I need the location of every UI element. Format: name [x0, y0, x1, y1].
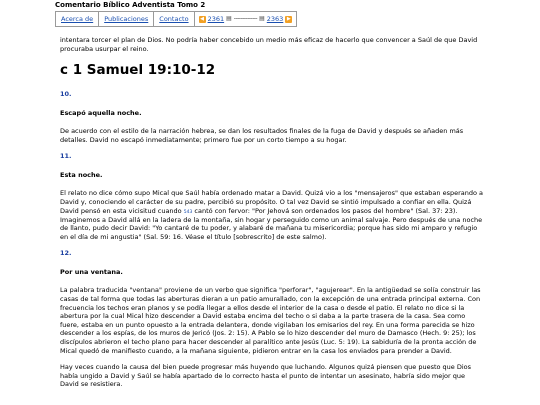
section-title: c 1 Samuel 19:10-12 — [60, 62, 216, 79]
verse-number-10: 10. — [60, 90, 72, 98]
page-icon: ▤ — [226, 15, 232, 23]
nav-link-publications[interactable]: Publicaciones — [99, 12, 154, 26]
top-bar — [0, 0, 540, 34]
verse-text-12: La palabra traducida "ventana" proviene de un verbo que significa "perforar", "agujerear". En la antigüedad se solía construir las casas de tal forma que todas las aberturas dieran a un patio amurallado, con la excepción de una entrada principal externa. Con frecuencia los techos eran planos y se podía llegar a ellos desde el interior de la casa o desde el patio. El relato no dice si la abertura por la cual Mical hizo descender a David estaba encima del techo o si daba a la parte trasera de la casa. Sea como fuere, estaba en un punto opuesto a la entrada delantera, donde vigilaban los emisarios del rey. En una forma parecida se hizo descender a los espías, de los muros de Jericó (Jos. 2: 15). A Pablo se lo hizo descender del muro de Damasco (Hech. 9: 25); los discípulos abrieron el techo plano para hacer descender al paralítico ante Jesús (Luc. 5: 19). La sabiduría de la pronta acción de Mical quedó de manifiesto cuando, a la mañana siguiente, pidieron entrar en la casa los enviados para prender a David. — [60, 286, 481, 355]
verse-text-11 — [60, 189, 485, 241]
verse-number-11: 11. — [60, 152, 72, 161]
page-navigation — [195, 12, 297, 26]
next-page-link[interactable]: 2363 — [266, 14, 284, 23]
prev-arrow-icon[interactable]: ◀ — [200, 15, 204, 22]
nav-link-about[interactable]: Acerca de — [56, 12, 99, 26]
verse-heading-11: Esta noche. — [60, 170, 103, 179]
verse-heading-12: Por una ventana. — [60, 267, 123, 276]
verse-heading-10: Escapó aquella noche. — [60, 108, 142, 117]
nav-bar — [55, 11, 297, 27]
verse-text-12-continued: Hay veces cuando la causa del bien puede progresar más huyendo que luchando. Algunos quizá piensen que puesto que Dios había ungido a David y Saúl se había apartado de lo correcto hasta el punto de intentar un asesinato, habría sido mejor que David se resistiera. — [60, 363, 472, 389]
verse-number-12: 12. — [60, 249, 72, 258]
page-ref-link[interactable]: 543 — [183, 209, 193, 215]
next-arrow-icon[interactable]: ▶ — [286, 15, 291, 22]
separator-dashes: -------------- — [233, 15, 258, 23]
prev-page-link[interactable]: 2361 — [207, 14, 225, 23]
intro-paragraph: intentara torcer el plan de Dios. No podría haber concebido un medio más eficaz de hacerlo que convencer a Saúl de que David procuraba usurpar el reino. — [60, 36, 478, 53]
page-icon: ▤ — [259, 15, 265, 23]
verse-text-11-b: cantó con fervor: "Por Jehová son ordenados los pasos del hombre" (Sal. 37: 23). Imaginemos a David allá en la ladera de la montaña, sin hogar y perseguido como un animal salvaje. Pero después de una noche de llanto, pudo decir David: "Yo cantaré de tu poder, y alabaré de mañana tu misericordia; porque has sido mi amparo y refugio en el día de mi angustia" (Sal. 59: 16. Véase el título [sobrescrito] de este salmo). — [60, 206, 483, 241]
book-title: Comentario Bíblico Adventista Tomo 2 — [55, 1, 206, 9]
verse-text-11-a: El relato no dice cómo supo Mical que Saúl había ordenado matar a David. Quizá vio a los "mensajeros" que estaban esperando a David y, conociendo el carácter de su padre, percibió su propósito. O tal vez David se sintió impulsado a confiar en ella. Quizá David pensó en esta vicisitud cuando — [60, 189, 484, 215]
main-content — [60, 36, 485, 397]
verse-text-10: De acuerdo con el estilo de la narración hebrea, se dan los resultados finales de la fuga de David y después se añaden más detalles. David no escapó inmediatamente; primero fue por un corto tiempo a su hogar. — [60, 127, 464, 144]
nav-link-contact[interactable]: Contacto — [154, 12, 194, 26]
